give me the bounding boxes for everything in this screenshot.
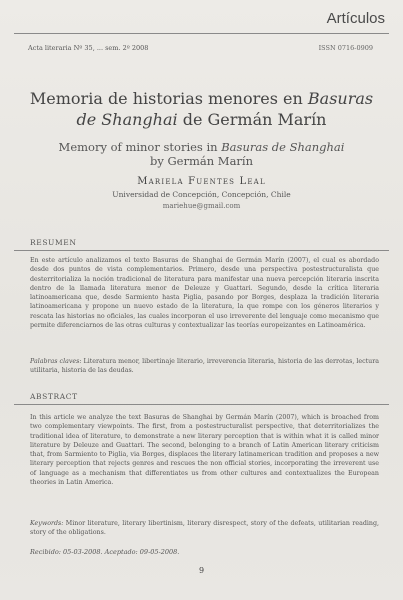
- resumen-keywords: [30, 357, 379, 376]
- page-number: 9: [198, 566, 205, 575]
- resumen-keywords-label: Palabras claves:: [30, 358, 82, 365]
- section-label: Artículos: [326, 10, 385, 27]
- author-name: Mariela Fuentes Leal: [137, 176, 266, 187]
- journal-citation: Acta literaria Nº 35, ... sem. 2º 2008: [28, 44, 149, 52]
- abstract-body: In this article we analyze the text Basuras de Shanghai by Germán Marín (2007), which is broached from two complementary viewpoints. The first, from a postestructuralist perspective, that deterritorializes the traditional idea of literature, to demonstrate a new literary perception that is within what it is called minor literature by Deleuze and Guattari. The second, belonging to a branch of Latin American literary criticism that, from Sarmiento to Piglia, via Borges, displaces the literary latinamerican tradition and proposes a new literary perception that rejects genres and rescues the non official stories, incorporating the irreverent use of language as a mechanism that differentiates us from other cultures and contextualizes the European theories in Latin America.: [30, 414, 379, 487]
- resumen-heading: RESUMEN: [30, 238, 77, 247]
- section-divider: [14, 33, 389, 34]
- abstract-keywords-text: Minor literature, literary libertinism, literary disrespect, story of the defeats, utilitarian reading, story of the obligations.: [30, 520, 379, 537]
- issn: ISSN 0716-0909: [318, 44, 373, 52]
- author-email: mariehue@gmail.com: [162, 202, 241, 210]
- resumen-body: En este artículo analizamos el texto Basuras de Shanghai de Germán Marín (2007), el cual es abordado desde dos puntos de vista complementarios. Primero, desde una perspectiva postestructuralista que desterritorializa la noción tradicional de literatura para manifestar una nueva percepción literaria inscrita dentro de la llamada literatura menor de Deleuze y Guattari. Segundo, desde la crítica literaria latinoamericana que, desde Sarmiento hasta Piglia, pasando por Borges, desplaza la tradición literaria latinoamericana y propone un nuevo estado de la literatura, la que rompe con los géneros literarios y rescata las historias no oficiales, las cuales incorporan el uso irreverente del lenguaje como mecanismo que permite diferenciarnos de las otras culturas y contextualizar las teorías europeizantes en Latinoamérica.: [30, 257, 379, 330]
- title-line1-italic: Basuras: [307, 89, 374, 108]
- resumen-divider: [14, 250, 389, 251]
- author-affiliation: Universidad de Concepción, Concepción, Chile: [112, 190, 291, 199]
- abstract-divider: [14, 404, 389, 405]
- title-en-italic: Basuras de Shanghai: [221, 140, 345, 154]
- title-line1: Memoria de historias menores en: [29, 89, 303, 108]
- abstract-keywords-label: Keywords:: [30, 520, 64, 527]
- abstract-heading: ABSTRACT: [30, 392, 78, 401]
- title-line2-rest: de Germán Marín: [177, 110, 327, 129]
- title-line2-italic: de Shanghai: [76, 110, 178, 129]
- received-accepted-dates: Recibido: 05-03-2008. Aceptado: 09-05-2008.: [30, 548, 180, 556]
- resumen-keywords-text: Literatura menor, libertinaje literario, irreverencia literaria, historia de las derrotas, lectura utilitaria, historia de las deudas.: [30, 358, 380, 375]
- abstract-keywords: [30, 519, 379, 538]
- title-en-line2: by Germán Marín: [149, 154, 254, 168]
- title-en-plain: Memory of minor stories in: [58, 140, 222, 154]
- article-title-english: [28, 140, 375, 168]
- article-title: [28, 88, 375, 130]
